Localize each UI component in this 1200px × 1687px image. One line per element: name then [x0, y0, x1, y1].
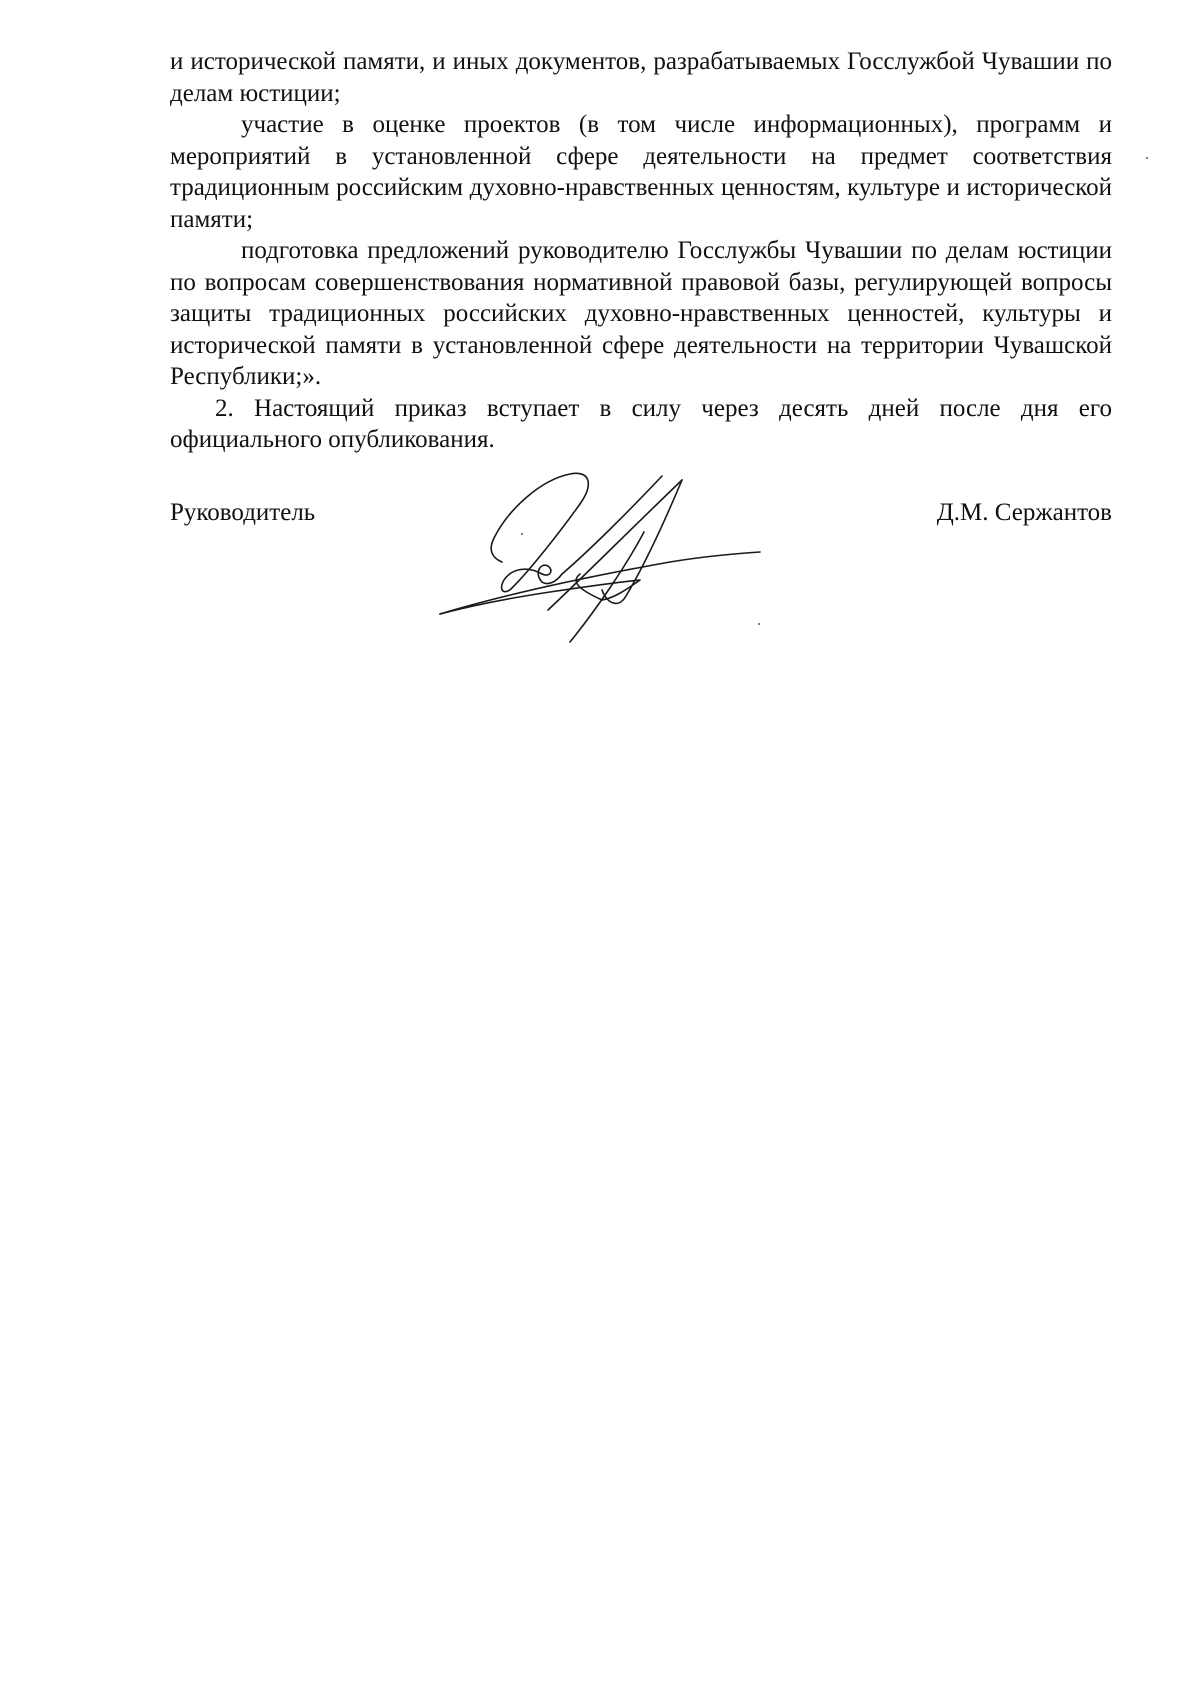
paragraph-effective-date: 2. Настоящий приказ вступает в силу через десять дней после дня его официального опубликования. — [170, 394, 1112, 453]
handwritten-signature — [430, 470, 790, 650]
scan-speck — [521, 533, 523, 535]
signer-title: Руководитель — [170, 499, 316, 526]
scan-speck — [758, 623, 760, 625]
document-body — [170, 46, 1112, 456]
paragraph-continuation: и исторической памяти, и иных документов, разрабатываемых Госслужбой Чувашии по делам юстиции; — [170, 48, 1112, 107]
scan-speck — [1146, 157, 1148, 159]
paragraph-proposals: подготовка предложений руководителю Госслужбы Чувашии по делам юстиции по вопросам совершенствования нормативной правовой базы, регулирующей вопросы защиты традиционных российских духовно-нравственных ценностей, культуры и исторической памяти в установленной сфере деятельности на территории Чувашской Республики;». — [170, 237, 1112, 390]
signer-name: Д.М. Сержантов — [936, 499, 1112, 526]
paragraph-participation: участие в оценке проектов (в том числе информационных), программ и мероприятий в установленной сфере деятельности на предмет соответствия традиционным российским духовно-нравственных ценностям, культуре и исторической памяти; — [170, 111, 1112, 233]
